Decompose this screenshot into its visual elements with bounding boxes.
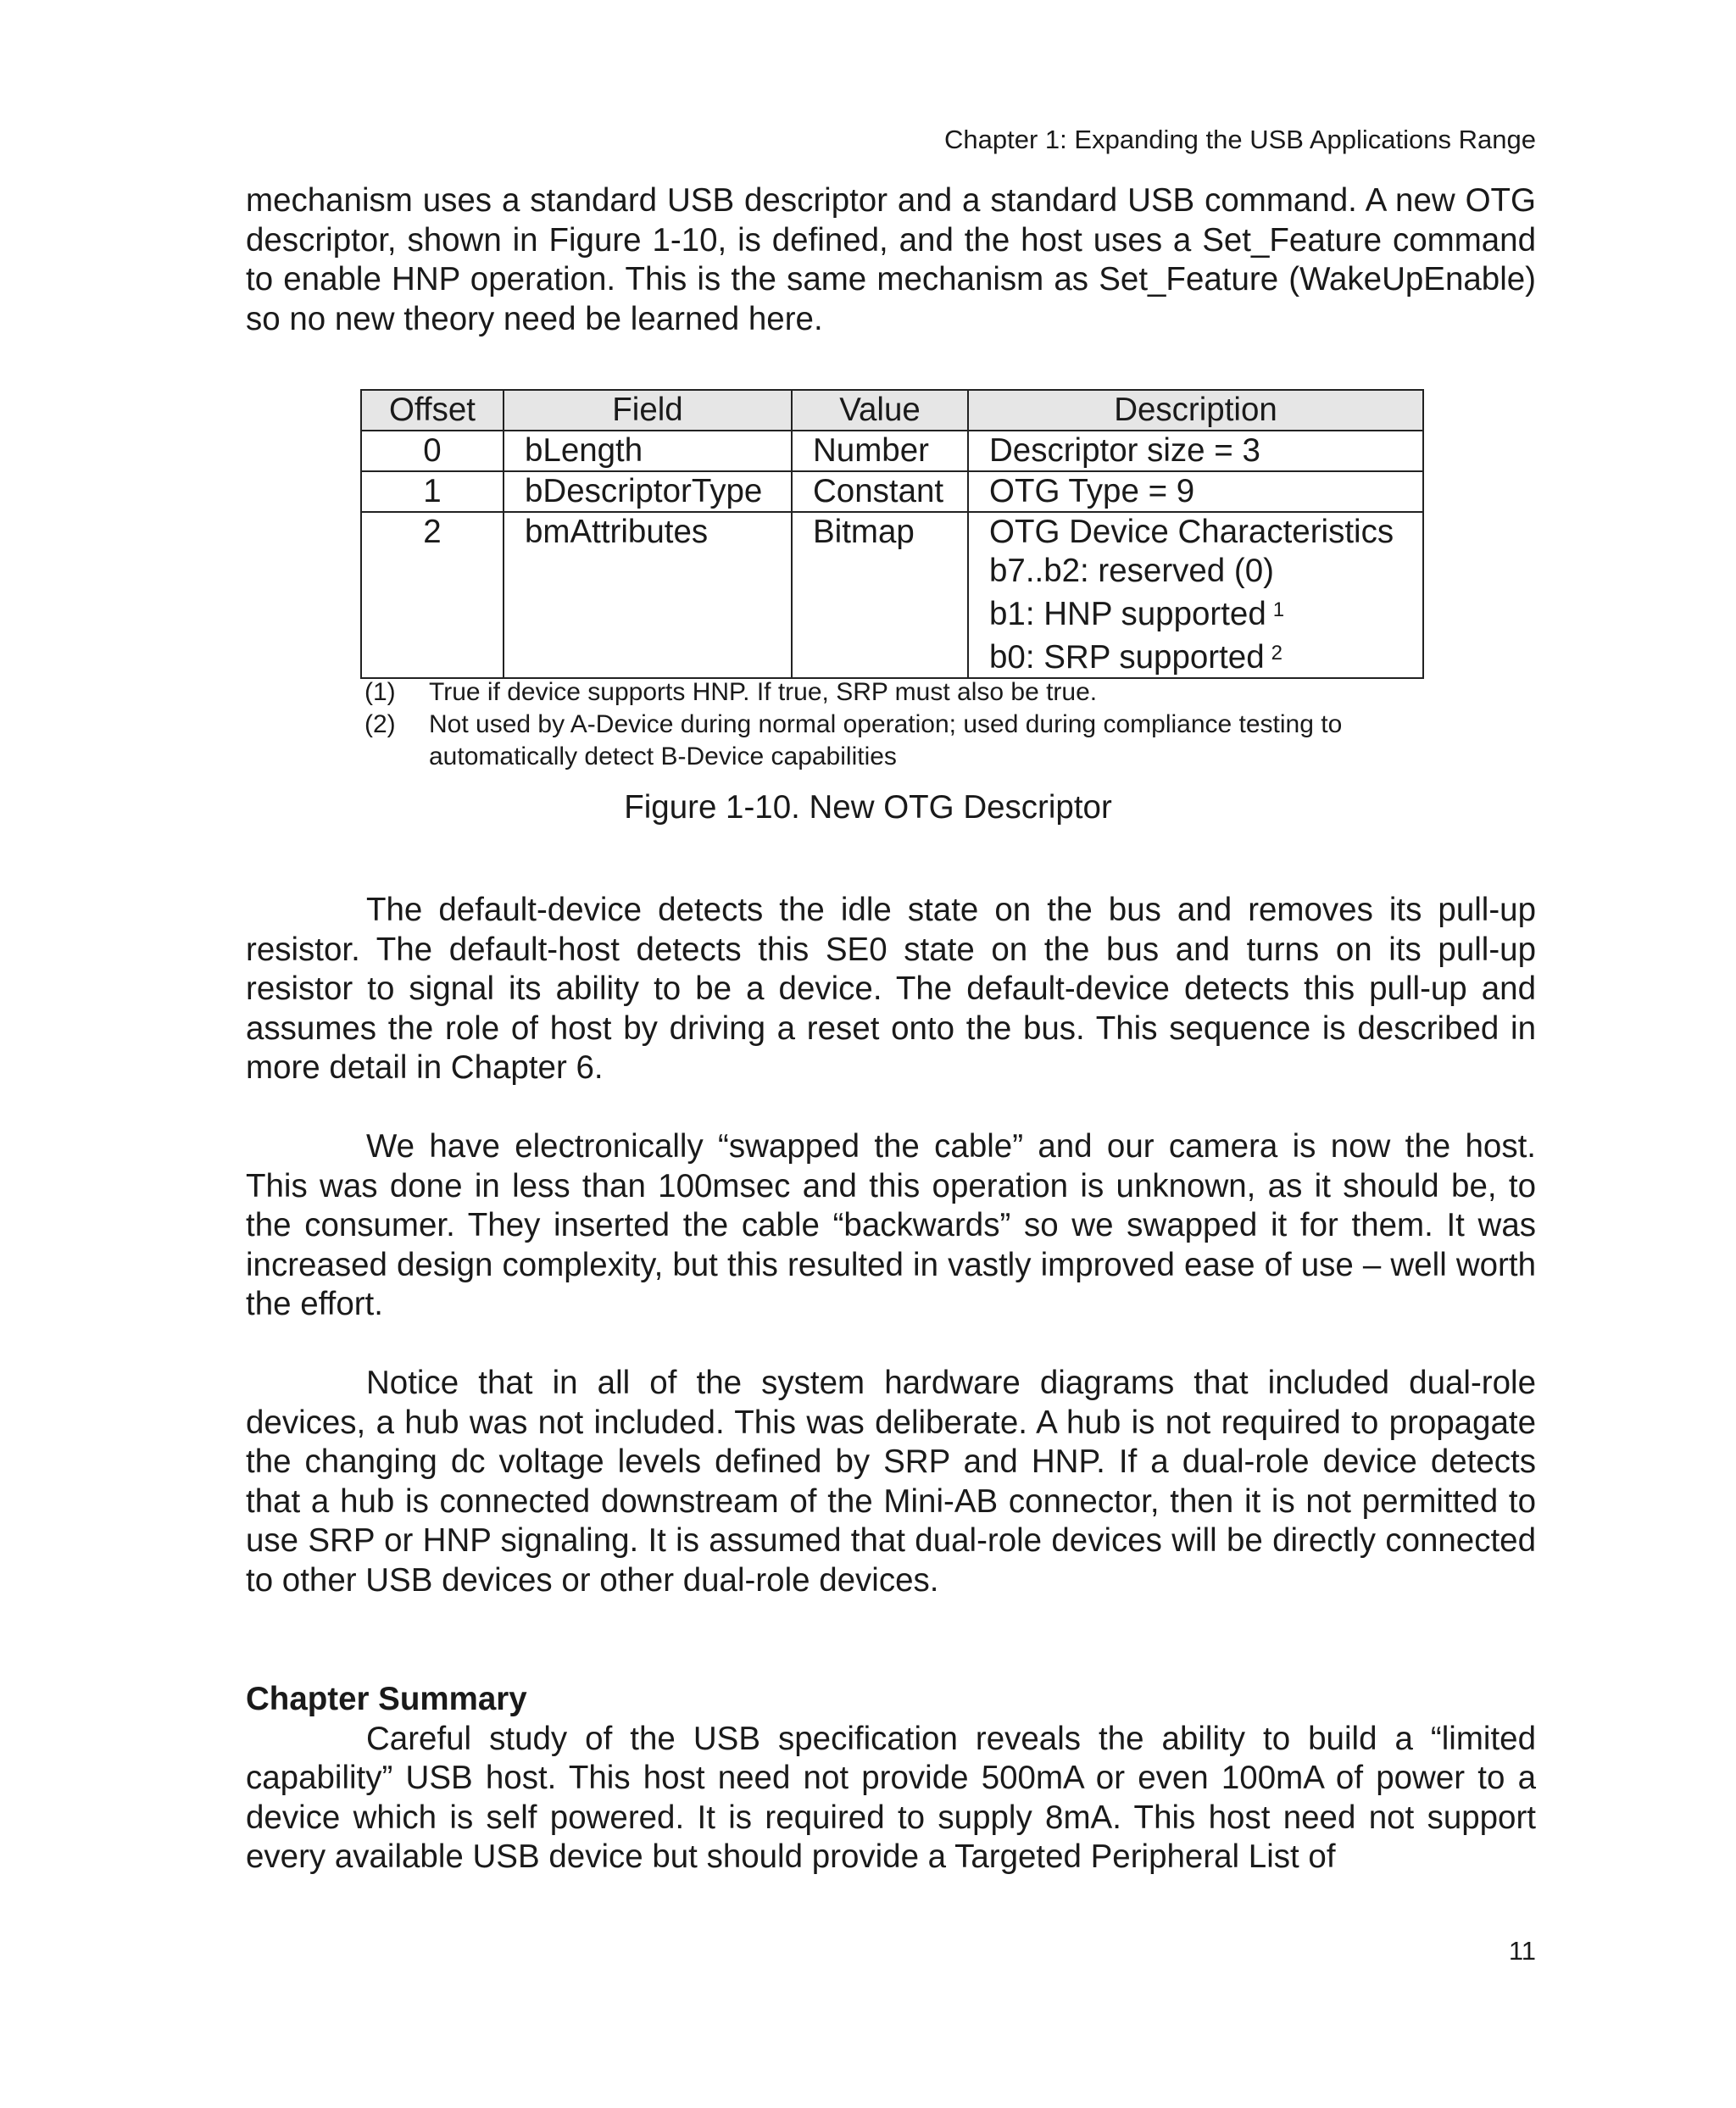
cell-value: Constant xyxy=(792,471,968,512)
bitmap-detail-text: b1: HNP supported xyxy=(989,596,1266,632)
cell-field: bLength xyxy=(504,431,792,471)
footnote-number: (1) xyxy=(364,678,396,706)
page-number: 11 xyxy=(1508,1936,1536,1966)
header-value: Value xyxy=(792,390,968,431)
table-header-row xyxy=(361,390,1423,431)
description-title: OTG Device Characteristics xyxy=(989,514,1394,550)
section-heading: Chapter Summary xyxy=(246,1681,527,1717)
body-paragraph: Notice that in all of the system hardware diagrams that included dual-role devices, a hub was not included. This was deliberate. A hub is not required to propagate the changing dc voltage levels defined by SRP and HNP. If a dual-role device detects that a hub is connected downstream of the Mini-AB connector, then it is not permitted to use SRP or HNP signaling. It is assumed that dual-role devices will be directly connected to other USB devices or other dual-role devices. xyxy=(246,1365,1536,1599)
table-row xyxy=(361,512,1423,678)
cell-offset: 1 xyxy=(361,471,504,512)
table-row xyxy=(361,431,1423,471)
cell-field: bDescriptorType xyxy=(504,471,792,512)
cell-description: Descriptor size = 3 xyxy=(968,431,1423,471)
cell-field: bmAttributes xyxy=(504,512,792,678)
cell-description: OTG Type = 9 xyxy=(968,471,1423,512)
bitmap-detail xyxy=(989,591,1402,634)
header-description: Description xyxy=(968,390,1423,431)
otg-descriptor-table xyxy=(360,389,1424,679)
cell-description xyxy=(968,512,1423,678)
cell-value: Bitmap xyxy=(792,512,968,678)
body-paragraph: The default-device detects the idle state on the bus and removes its pull-up resistor. The default-host detects this SE0 state on the bus and turns on its pull-up resistor to signal its ability to be a device. The default-device detects this pull-up and assumes the role of host by driving a reset onto the bus. This sequence is described in more detail in Chapter 6. xyxy=(246,892,1536,1086)
running-head: Chapter 1: Expanding the USB Applications Range xyxy=(944,125,1536,154)
summary-paragraph: Careful study of the USB specification reveals the ability to build a “limited capability” USB host. This host need not provide 500mA or even 100mA of power to a device which is self powered. It is required to supply 8mA. This host need not support every available USB device but should provide a Targeted Peripheral List of xyxy=(246,1720,1536,1875)
figure-caption: Figure 1-10. New OTG Descriptor xyxy=(624,789,1112,826)
footnote-ref: 1 xyxy=(1272,598,1285,621)
table-row xyxy=(361,471,1423,512)
footnote-number: (2) xyxy=(364,710,396,738)
table-footnotes xyxy=(364,676,1433,773)
cell-offset: 2 xyxy=(361,512,504,678)
footnote xyxy=(364,676,1433,709)
bitmap-detail xyxy=(989,634,1402,677)
footnote-text: Not used by A-Device during normal operation; used during compliance testing to automatically detect B-Device capabilities xyxy=(429,710,1343,770)
intro-paragraph: mechanism uses a standard USB descriptor and a standard USB command. A new OTG descriptor, shown in Figure 1-10, is defined, and the host uses a Set_Feature command to enable HNP operation. This is the same mechanism as Set_Feature (WakeUpEnable) so no new theory need be learned here. xyxy=(246,182,1536,337)
bitmap-detail-text: b0: SRP supported xyxy=(989,639,1265,676)
body-paragraph: We have electronically “swapped the cable” and our camera is now the host. This was done in less than 100msec and this operation is unknown, as it should be, to the consumer. They inserted the cable “backwards” so we swapped it for them. It was increased design complexity, but this resulted in vastly improved ease of use – well worth the effort. xyxy=(246,1128,1536,1322)
bitmap-detail: b7..b2: reserved (0) xyxy=(989,553,1274,589)
footnote-text: True if device supports HNP. If true, SRP must also be true. xyxy=(429,678,1098,706)
header-field: Field xyxy=(504,390,792,431)
header-offset: Offset xyxy=(361,390,504,431)
chapter-summary-section xyxy=(246,1680,1536,1877)
cell-value: Number xyxy=(792,431,968,471)
footnote-ref: 2 xyxy=(1271,642,1283,665)
cell-offset: 0 xyxy=(361,431,504,471)
footnote xyxy=(364,709,1433,773)
